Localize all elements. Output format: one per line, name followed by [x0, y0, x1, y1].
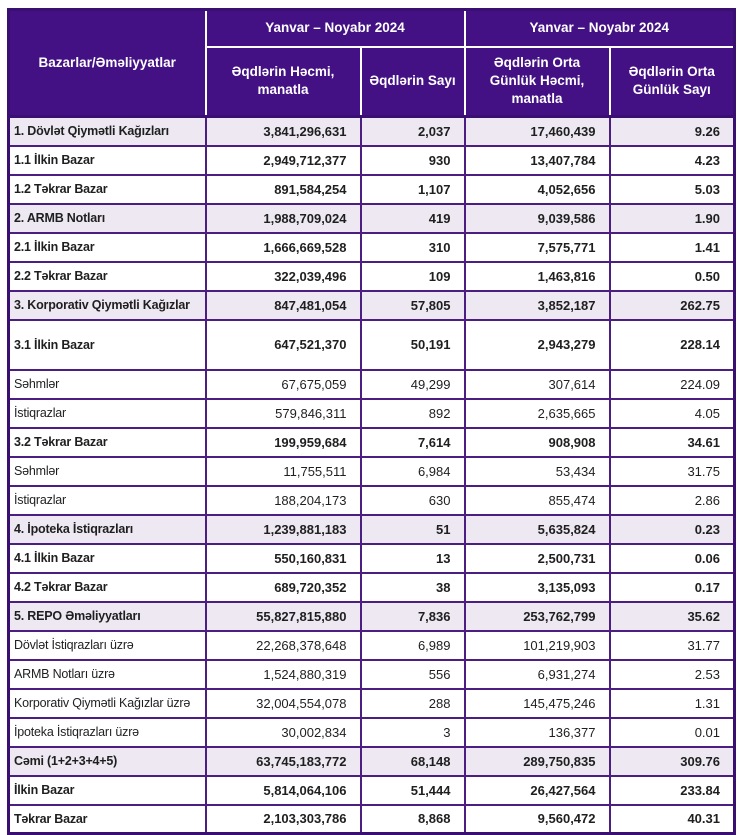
row-label: Cəmi (1+2+3+4+5) — [9, 747, 206, 776]
table-row — [9, 370, 735, 399]
cell-value: 40.31 — [610, 805, 735, 834]
corner-header-markets-operations: Bazarlar/Əməliyyatlar — [9, 10, 206, 117]
cell-value: 3 — [361, 718, 465, 747]
cell-value: 4.23 — [610, 146, 735, 175]
cell-value: 8,868 — [361, 805, 465, 834]
cell-value: 101,219,903 — [465, 631, 610, 660]
cell-value: 6,984 — [361, 457, 465, 486]
table-row — [9, 747, 735, 776]
row-label: 4.2 Təkrar Bazar — [9, 573, 206, 602]
cell-value: 13,407,784 — [465, 146, 610, 175]
cell-value: 51 — [361, 515, 465, 544]
table-body — [9, 117, 735, 834]
cell-value: 109 — [361, 262, 465, 291]
table-row — [9, 428, 735, 457]
cell-value: 322,039,496 — [206, 262, 361, 291]
cell-value: 6,931,274 — [465, 660, 610, 689]
group-header-period-2: Yanvar – Noyabr 2024 — [465, 10, 735, 47]
table-row — [9, 320, 735, 370]
cell-value: 50,191 — [361, 320, 465, 370]
cell-value: 307,614 — [465, 370, 610, 399]
row-label: Səhmlər — [9, 457, 206, 486]
row-label: 2.1 İlkin Bazar — [9, 233, 206, 262]
cell-value: 7,575,771 — [465, 233, 610, 262]
cell-value: 1,107 — [361, 175, 465, 204]
column-header-volume: Əqdlərin Həcmi, manatla — [206, 47, 361, 117]
cell-value: 13 — [361, 544, 465, 573]
cell-value: 310 — [361, 233, 465, 262]
table-row — [9, 631, 735, 660]
table-row — [9, 457, 735, 486]
cell-value: 3,135,093 — [465, 573, 610, 602]
cell-value: 68,148 — [361, 747, 465, 776]
cell-value: 51,444 — [361, 776, 465, 805]
row-label: Dövlət İstiqrazları üzrə — [9, 631, 206, 660]
row-label: Səhmlər — [9, 370, 206, 399]
cell-value: 7,614 — [361, 428, 465, 457]
cell-value: 4.05 — [610, 399, 735, 428]
cell-value: 5,814,064,106 — [206, 776, 361, 805]
cell-value: 9,560,472 — [465, 805, 610, 834]
cell-value: 5.03 — [610, 175, 735, 204]
cell-value: 1.90 — [610, 204, 735, 233]
cell-value: 34.61 — [610, 428, 735, 457]
cell-value: 847,481,054 — [206, 291, 361, 320]
table-row — [9, 175, 735, 204]
cell-value: 57,805 — [361, 291, 465, 320]
column-header-avg-daily-volume: Əqdlərin Orta Günlük Həcmi, manatla — [465, 47, 610, 117]
cell-value: 17,460,439 — [465, 117, 610, 146]
cell-value: 419 — [361, 204, 465, 233]
row-label: İlkin Bazar — [9, 776, 206, 805]
group-header-row — [9, 10, 735, 47]
cell-value: 1,666,669,528 — [206, 233, 361, 262]
table-row — [9, 291, 735, 320]
table-header — [9, 10, 735, 117]
cell-value: 2.53 — [610, 660, 735, 689]
row-label: Təkrar Bazar — [9, 805, 206, 834]
cell-value: 0.17 — [610, 573, 735, 602]
cell-value: 9,039,586 — [465, 204, 610, 233]
cell-value: 188,204,173 — [206, 486, 361, 515]
cell-value: 31.75 — [610, 457, 735, 486]
row-label: 1.2 Təkrar Bazar — [9, 175, 206, 204]
cell-value: 0.50 — [610, 262, 735, 291]
row-label: 1. Dövlət Qiymətli Kağızları — [9, 117, 206, 146]
cell-value: 145,475,246 — [465, 689, 610, 718]
cell-value: 1,988,709,024 — [206, 204, 361, 233]
cell-value: 4,052,656 — [465, 175, 610, 204]
row-label: 4. İpoteka İstiqrazları — [9, 515, 206, 544]
table-row — [9, 146, 735, 175]
cell-value: 1,463,816 — [465, 262, 610, 291]
table-row — [9, 233, 735, 262]
cell-value: 0.23 — [610, 515, 735, 544]
table-row — [9, 689, 735, 718]
cell-value: 11,755,511 — [206, 457, 361, 486]
cell-value: 2,943,279 — [465, 320, 610, 370]
cell-value: 630 — [361, 486, 465, 515]
table-row — [9, 776, 735, 805]
cell-value: 32,004,554,078 — [206, 689, 361, 718]
cell-value: 647,521,370 — [206, 320, 361, 370]
cell-value: 550,160,831 — [206, 544, 361, 573]
cell-value: 2.86 — [610, 486, 735, 515]
row-label: İstiqrazlar — [9, 486, 206, 515]
cell-value: 5,635,824 — [465, 515, 610, 544]
cell-value: 38 — [361, 573, 465, 602]
cell-value: 233.84 — [610, 776, 735, 805]
cell-value: 30,002,834 — [206, 718, 361, 747]
cell-value: 22,268,378,648 — [206, 631, 361, 660]
cell-value: 892 — [361, 399, 465, 428]
cell-value: 0.01 — [610, 718, 735, 747]
cell-value: 262.75 — [610, 291, 735, 320]
cell-value: 3,841,296,631 — [206, 117, 361, 146]
cell-value: 1,239,881,183 — [206, 515, 361, 544]
cell-value: 49,299 — [361, 370, 465, 399]
cell-value: 9.26 — [610, 117, 735, 146]
row-label: 2. ARMB Notları — [9, 204, 206, 233]
cell-value: 136,377 — [465, 718, 610, 747]
row-label: 1.1 İlkin Bazar — [9, 146, 206, 175]
securities-market-table — [7, 8, 736, 835]
table-row — [9, 805, 735, 834]
cell-value: 63,745,183,772 — [206, 747, 361, 776]
cell-value: 2,500,731 — [465, 544, 610, 573]
table-row — [9, 204, 735, 233]
table-row — [9, 573, 735, 602]
row-label: 3. Korporativ Qiymətli Kağızlar — [9, 291, 206, 320]
cell-value: 0.06 — [610, 544, 735, 573]
cell-value: 53,434 — [465, 457, 610, 486]
table-row — [9, 262, 735, 291]
cell-value: 855,474 — [465, 486, 610, 515]
cell-value: 309.76 — [610, 747, 735, 776]
cell-value: 1.41 — [610, 233, 735, 262]
cell-value: 228.14 — [610, 320, 735, 370]
cell-value: 891,584,254 — [206, 175, 361, 204]
table-row — [9, 486, 735, 515]
cell-value: 288 — [361, 689, 465, 718]
cell-value: 289,750,835 — [465, 747, 610, 776]
column-header-avg-daily-count: Əqdlərin Orta Günlük Sayı — [610, 47, 735, 117]
row-label: İpoteka İstiqrazları üzrə — [9, 718, 206, 747]
table-row — [9, 544, 735, 573]
table-row — [9, 117, 735, 146]
cell-value: 67,675,059 — [206, 370, 361, 399]
row-label: 3.1 İlkin Bazar — [9, 320, 206, 370]
table-row — [9, 399, 735, 428]
group-header-period-1: Yanvar – Noyabr 2024 — [206, 10, 465, 47]
row-label: 2.2 Təkrar Bazar — [9, 262, 206, 291]
cell-value: 2,635,665 — [465, 399, 610, 428]
cell-value: 908,908 — [465, 428, 610, 457]
table-row — [9, 718, 735, 747]
table-row — [9, 602, 735, 631]
row-label: ARMB Notları üzrə — [9, 660, 206, 689]
cell-value: 930 — [361, 146, 465, 175]
cell-value: 556 — [361, 660, 465, 689]
table-row — [9, 660, 735, 689]
column-header-count: Əqdlərin Sayı — [361, 47, 465, 117]
row-label: 5. REPO Əməliyyatları — [9, 602, 206, 631]
cell-value: 7,836 — [361, 602, 465, 631]
cell-value: 1,524,880,319 — [206, 660, 361, 689]
table-row — [9, 515, 735, 544]
cell-value: 579,846,311 — [206, 399, 361, 428]
cell-value: 26,427,564 — [465, 776, 610, 805]
cell-value: 2,949,712,377 — [206, 146, 361, 175]
cell-value: 253,762,799 — [465, 602, 610, 631]
cell-value: 6,989 — [361, 631, 465, 660]
row-label: 3.2 Təkrar Bazar — [9, 428, 206, 457]
cell-value: 3,852,187 — [465, 291, 610, 320]
row-label: İstiqrazlar — [9, 399, 206, 428]
cell-value: 1.31 — [610, 689, 735, 718]
row-label: 4.1 İlkin Bazar — [9, 544, 206, 573]
row-label: Korporativ Qiymətli Kağızlar üzrə — [9, 689, 206, 718]
cell-value: 31.77 — [610, 631, 735, 660]
cell-value: 224.09 — [610, 370, 735, 399]
cell-value: 2,037 — [361, 117, 465, 146]
cell-value: 55,827,815,880 — [206, 602, 361, 631]
cell-value: 199,959,684 — [206, 428, 361, 457]
cell-value: 35.62 — [610, 602, 735, 631]
cell-value: 2,103,303,786 — [206, 805, 361, 834]
cell-value: 689,720,352 — [206, 573, 361, 602]
